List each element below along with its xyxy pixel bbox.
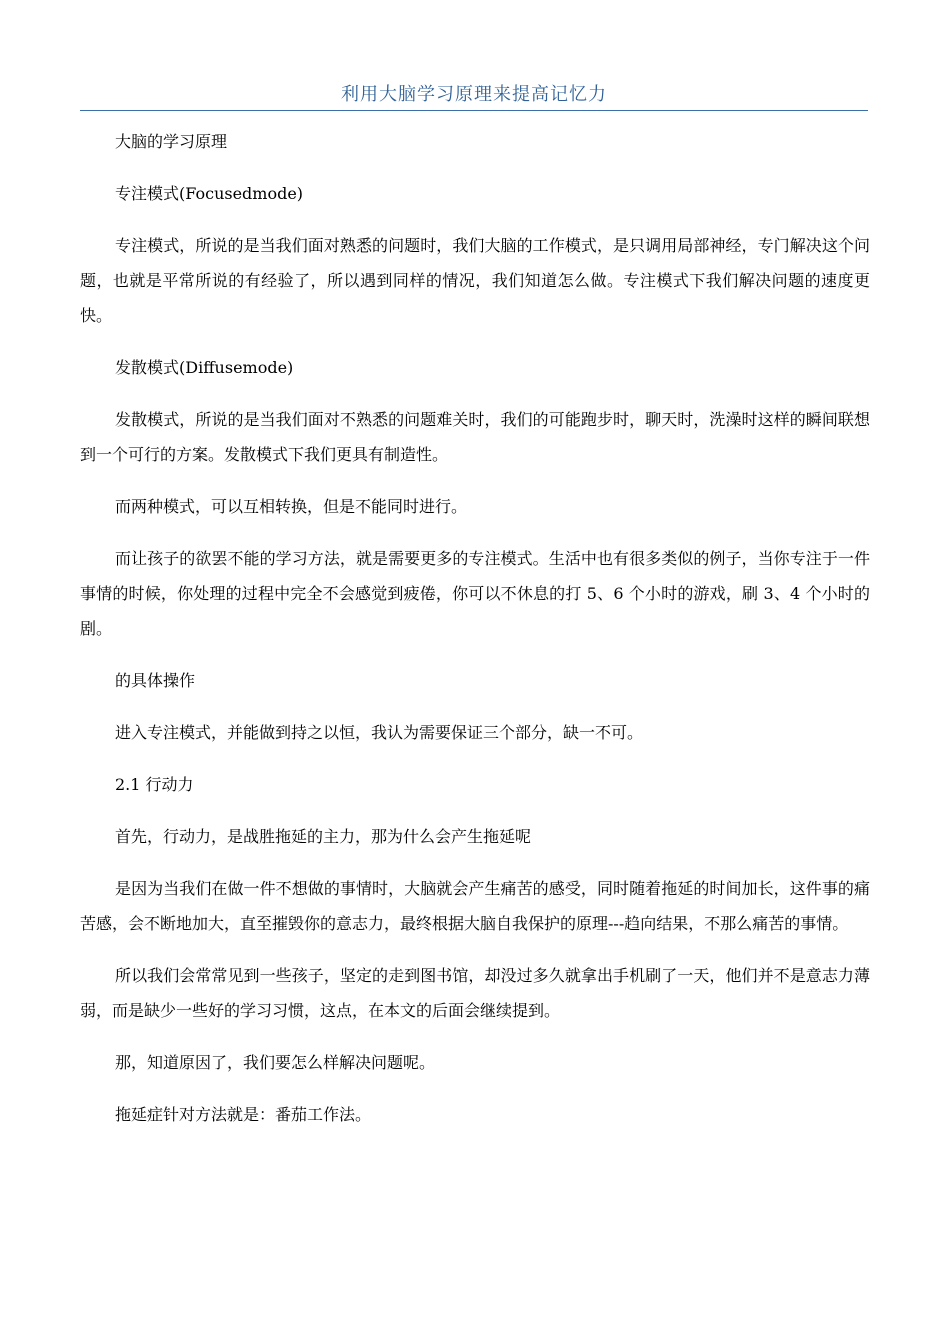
document-body xyxy=(80,124,870,1149)
section-heading-diffuse-mode: 发散模式(Diffusemode) xyxy=(115,358,294,377)
paragraph-diffuse-mode: 发散模式，所说的是当我们面对不熟悉的问题难关时，我们的可能跑步时，聊天时，洗澡时这样的瞬间联想到一个可行的方案。发散模式下我们更具有制造性。 xyxy=(80,410,870,464)
paragraph-library-example: 所以我们会常常见到一些孩子，坚定的走到图书馆，却没过多久就拿出手机刷了一天，他们并不是意志力薄弱，而是缺少一些好的学习习惯，这点，在本文的后面会继续提到。 xyxy=(80,966,870,1020)
paragraph-focus-examples: 而让孩子的欲罢不能的学习方法，就是需要更多的专注模式。生活中也有很多类似的例子，当你专注于一件事情的时候，你处理的过程中完全不会感觉到疲倦，你可以不休息的打 5、6 个小时的游戏，刷 3、4 个小时的剧。 xyxy=(80,549,870,638)
paragraph-procrastination-cause: 是因为当我们在做一件不想做的事情时，大脑就会产生痛苦的感受，同时随着拖延的时间加长，这件事的痛苦感，会不断地加大，直至摧毁你的意志力，最终根据大脑自我保护的原理---趋向结果，不那么痛苦的事情。 xyxy=(80,879,870,933)
paragraph-pomodoro: 拖延症针对方法就是：番茄工作法。 xyxy=(115,1105,372,1124)
paragraph-solution-question: 那，知道原因了，我们要怎么样解决问题呢。 xyxy=(115,1053,436,1072)
section-heading-learning-principle: 大脑的学习原理 xyxy=(115,132,228,151)
paragraph-focused-mode: 专注模式，所说的是当我们面对熟悉的问题时，我们大脑的工作模式，是只调用局部神经，专门解决这个问题，也就是平常所说的有经验了，所以遇到同样的情况，我们知道怎么做。专注模式下我们解决问题的速度更快。 xyxy=(80,236,870,325)
section-heading-action: 2.1 行动力 xyxy=(115,775,194,794)
paragraph-procrastination-question: 首先，行动力，是战胜拖延的主力，那为什么会产生拖延呢 xyxy=(115,827,532,846)
section-heading-operations: 的具体操作 xyxy=(115,671,196,690)
section-heading-focused-mode: 专注模式(Focusedmode) xyxy=(115,184,304,203)
paragraph-mode-switching: 而两种模式，可以互相转换，但是不能同时进行。 xyxy=(115,497,468,516)
document-title: 利用大脑学习原理来提高记忆力 xyxy=(341,84,607,105)
paragraph-three-parts: 进入专注模式，并能做到持之以恒，我认为需要保证三个部分，缺一不可。 xyxy=(115,723,644,742)
page-header xyxy=(80,82,868,111)
